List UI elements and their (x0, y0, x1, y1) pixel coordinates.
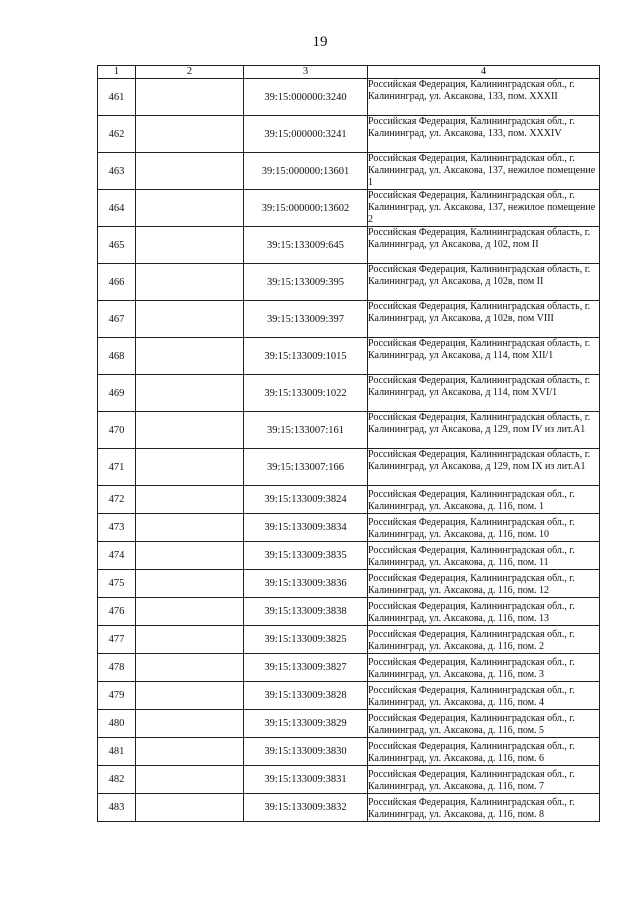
row-number-cell: 462 (98, 116, 136, 153)
address-text: Российская Федерация, Калининградская обл., г. Калининград, ул. Аксакова, 133, пом. XXXIV (368, 116, 575, 139)
table-row (98, 486, 600, 514)
address-cell (368, 710, 600, 738)
table-row (98, 116, 600, 153)
cadastral-number-cell: 39:15:133009:3828 (244, 682, 368, 710)
address-text: Российская Федерация, Калининградская обл., г. Калининград, ул. Аксакова, д. 116, пом. 7 (368, 768, 575, 792)
column-2-cell (136, 766, 244, 794)
column-2-cell (136, 626, 244, 654)
cadastral-number-cell: 39:15:133009:3831 (244, 766, 368, 794)
address-text: Российская Федерация, Калининградская обл., г. Калининград, ул. Аксакова, д. 116, пом. 4 (368, 684, 575, 708)
row-number-cell: 477 (98, 626, 136, 654)
column-2-cell (136, 514, 244, 542)
column-2-cell (136, 738, 244, 766)
cadastral-number-cell: 39:15:133009:3829 (244, 710, 368, 738)
address-cell (368, 626, 600, 654)
cadastral-number-cell: 39:15:133009:645 (244, 227, 368, 264)
row-number-cell: 466 (98, 264, 136, 301)
row-number-cell: 476 (98, 598, 136, 626)
cadastral-number-cell: 39:15:133009:3830 (244, 738, 368, 766)
table-row (98, 412, 600, 449)
cadastral-number-cell: 39:15:133009:3825 (244, 626, 368, 654)
table-row (98, 190, 600, 227)
address-cell (368, 79, 600, 116)
address-cell (368, 486, 600, 514)
address-cell (368, 598, 600, 626)
column-2-cell (136, 79, 244, 116)
cadastral-number-cell: 39:15:133009:3834 (244, 514, 368, 542)
row-number-cell: 482 (98, 766, 136, 794)
cadastral-number-cell: 39:15:000000:3240 (244, 79, 368, 116)
table-row (98, 794, 600, 822)
cadastral-number-cell: 39:15:133009:1022 (244, 375, 368, 412)
address-cell (368, 412, 600, 449)
column-2-cell (136, 153, 244, 190)
address-text: Российская Федерация, Калининградская область, г. Калининград, ул Аксакова, д 102, пом II (368, 227, 591, 250)
address-text: Российская Федерация, Калининградская область, г. Калининград, ул Аксакова, д 102в, пом VIII (368, 301, 591, 324)
address-text: Российская Федерация, Калининградская обл., г. Калининград, ул. Аксакова, д. 116, пом. 1 (368, 488, 575, 512)
cadastral-number-cell: 39:15:133009:3835 (244, 542, 368, 570)
table-row (98, 153, 600, 190)
table-row (98, 375, 600, 412)
address-text: Российская Федерация, Калининградская обл., г. Калининград, ул. Аксакова, д. 116, пом. 8 (368, 796, 575, 820)
cadastral-number-cell: 39:15:133009:3836 (244, 570, 368, 598)
row-number-cell: 468 (98, 338, 136, 375)
table-row (98, 514, 600, 542)
row-number-cell: 474 (98, 542, 136, 570)
address-text: Российская Федерация, Калининградская обл., г. Калининград, ул. Аксакова, д. 116, пом. 5 (368, 712, 575, 736)
column-2-cell (136, 710, 244, 738)
row-number-cell: 467 (98, 301, 136, 338)
row-number-cell: 470 (98, 412, 136, 449)
column-2-cell (136, 542, 244, 570)
table-row (98, 766, 600, 794)
column-2-cell (136, 301, 244, 338)
cadastral-number-cell: 39:15:133009:397 (244, 301, 368, 338)
table-row (98, 626, 600, 654)
address-text: Российская Федерация, Калининградская обл., г. Калининград, ул. Аксакова, 137, нежилое помещение 2 (368, 190, 596, 225)
address-text: Российская Федерация, Калининградская обл., г. Калининград, ул. Аксакова, д. 116, пом. 11 (368, 544, 575, 568)
address-text: Российская Федерация, Калининградская обл., г. Калининград, ул. Аксакова, д. 116, пом. 3 (368, 656, 575, 680)
address-text: Российская Федерация, Калининградская обл., г. Калининград, ул. Аксакова, д. 116, пом. 6 (368, 740, 575, 764)
column-2-cell (136, 338, 244, 375)
address-cell (368, 766, 600, 794)
address-cell (368, 116, 600, 153)
registry-table (97, 65, 600, 822)
row-number-cell: 465 (98, 227, 136, 264)
address-text: Российская Федерация, Калининградская обл., г. Калининград, ул. Аксакова, 133, пом. XXXII (368, 79, 575, 102)
row-number-cell: 481 (98, 738, 136, 766)
table-body (98, 79, 600, 822)
row-number-cell: 473 (98, 514, 136, 542)
table-row (98, 301, 600, 338)
column-2-cell (136, 449, 244, 486)
row-number-cell: 478 (98, 654, 136, 682)
table-row (98, 449, 600, 486)
table-row (98, 338, 600, 375)
address-cell (368, 738, 600, 766)
cadastral-number-cell: 39:15:133007:166 (244, 449, 368, 486)
table-row (98, 227, 600, 264)
address-cell (368, 682, 600, 710)
row-number-cell: 464 (98, 190, 136, 227)
address-cell (368, 449, 600, 486)
row-number-cell: 461 (98, 79, 136, 116)
column-2-cell (136, 794, 244, 822)
column-header-1: 1 (98, 66, 136, 79)
address-text: Российская Федерация, Калининградская обл., г. Калининград, ул. Аксакова, д. 116, пом. 13 (368, 600, 575, 624)
row-number-cell: 471 (98, 449, 136, 486)
address-cell (368, 301, 600, 338)
cadastral-number-cell: 39:15:133009:395 (244, 264, 368, 301)
column-2-cell (136, 682, 244, 710)
address-cell (368, 794, 600, 822)
address-cell (368, 542, 600, 570)
column-2-cell (136, 598, 244, 626)
cadastral-number-cell: 39:15:133009:3838 (244, 598, 368, 626)
row-number-cell: 469 (98, 375, 136, 412)
column-2-cell (136, 264, 244, 301)
row-number-cell: 475 (98, 570, 136, 598)
address-text: Российская Федерация, Калининградская область, г. Калининград, ул Аксакова, д 129, пом IV из лит.А1 (368, 412, 591, 435)
cadastral-number-cell: 39:15:000000:3241 (244, 116, 368, 153)
column-2-cell (136, 190, 244, 227)
column-header-3: 3 (244, 66, 368, 79)
address-cell (368, 375, 600, 412)
column-2-cell (136, 227, 244, 264)
cadastral-number-cell: 39:15:133009:1015 (244, 338, 368, 375)
address-text: Российская Федерация, Калининградская обл., г. Калининград, ул. Аксакова, 137, нежилое помещение 1 (368, 153, 596, 188)
table-row (98, 738, 600, 766)
address-text: Российская Федерация, Калининградская область, г. Калининград, ул Аксакова, д 114, пом XII/1 (368, 338, 591, 361)
row-number-cell: 483 (98, 794, 136, 822)
address-cell (368, 570, 600, 598)
address-cell (368, 153, 600, 190)
row-number-cell: 480 (98, 710, 136, 738)
column-2-cell (136, 486, 244, 514)
table-header-row (98, 66, 600, 79)
table-row (98, 654, 600, 682)
table-row (98, 264, 600, 301)
address-cell (368, 654, 600, 682)
table-row (98, 682, 600, 710)
address-cell (368, 338, 600, 375)
column-2-cell (136, 116, 244, 153)
column-header-4: 4 (368, 66, 600, 79)
column-header-2: 2 (136, 66, 244, 79)
table-row (98, 598, 600, 626)
row-number-cell: 479 (98, 682, 136, 710)
address-text: Российская Федерация, Калининградская обл., г. Калининград, ул. Аксакова, д. 116, пом. 2 (368, 628, 575, 652)
address-text: Российская Федерация, Калининградская обл., г. Калининград, ул. Аксакова, д. 116, пом. 12 (368, 572, 575, 596)
cadastral-number-cell: 39:15:000000:13602 (244, 190, 368, 227)
table-row (98, 710, 600, 738)
address-cell (368, 190, 600, 227)
address-text: Российская Федерация, Калининградская обл., г. Калининград, ул. Аксакова, д. 116, пом. 10 (368, 516, 575, 540)
table-row (98, 542, 600, 570)
cadastral-number-cell: 39:15:133009:3824 (244, 486, 368, 514)
row-number-cell: 463 (98, 153, 136, 190)
cadastral-number-cell: 39:15:133009:3832 (244, 794, 368, 822)
row-number-cell: 472 (98, 486, 136, 514)
table-row (98, 79, 600, 116)
column-2-cell (136, 654, 244, 682)
address-text: Российская Федерация, Калининградская область, г. Калининград, ул Аксакова, д 129, пом IX из лит.А1 (368, 449, 591, 472)
address-text: Российская Федерация, Калининградская область, г. Калининград, ул Аксакова, д 114, пом XVI/1 (368, 375, 591, 398)
column-2-cell (136, 375, 244, 412)
cadastral-number-cell: 39:15:000000:13601 (244, 153, 368, 190)
page-number: 19 (312, 34, 328, 50)
cadastral-number-cell: 39:15:133009:3827 (244, 654, 368, 682)
address-cell (368, 264, 600, 301)
column-2-cell (136, 570, 244, 598)
address-cell (368, 514, 600, 542)
cadastral-number-cell: 39:15:133007:161 (244, 412, 368, 449)
address-text: Российская Федерация, Калининградская область, г. Калининград, ул Аксакова, д 102в, пом II (368, 264, 591, 287)
column-2-cell (136, 412, 244, 449)
table-row (98, 570, 600, 598)
address-cell (368, 227, 600, 264)
